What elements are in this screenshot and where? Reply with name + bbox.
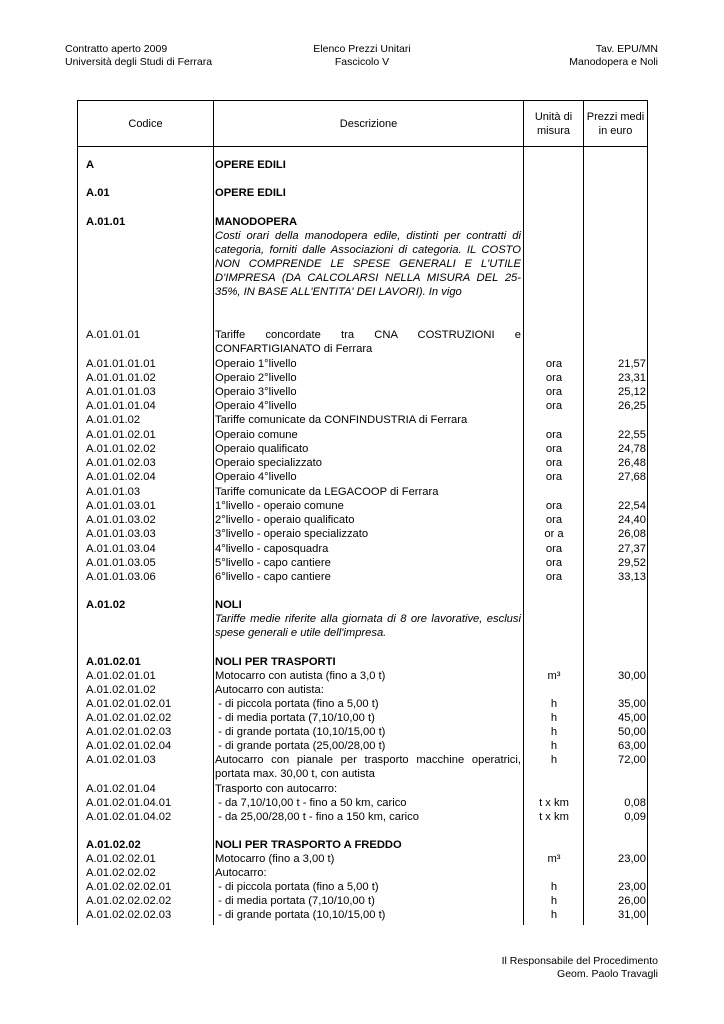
row-price: 26,00 [618, 895, 646, 907]
row-description: CONFARTIGIANATO di Ferrara [215, 343, 373, 355]
row-description: - di media portata (7,10/10,00 t) [215, 712, 375, 724]
row-unit: ora [545, 429, 563, 441]
column-header-codice: Codice [128, 117, 163, 130]
row-price: 25,12 [618, 386, 646, 398]
row-price: 29,52 [618, 557, 646, 569]
row-description: - di grande portata (10,10/15,00 t) [215, 726, 386, 738]
row-description: Operaio 4°livello [215, 400, 297, 412]
row-code: A.01.02.01.02.01 [86, 698, 172, 710]
row-description: OPERE EDILI [215, 159, 286, 171]
row-price: 0,08 [624, 797, 646, 809]
row-description: Costi orari della manodopera edile, distinti per contratti di categoria, forniti dalle Associazioni di categoria. IL COSTO NON COMPRENDE LE SPESE GENERALI E L'UTILE D'IMPRESA (DA CALCOLARSI NELLA MISURA DEL 25-35%, IN BASE ALL'ENTITA' DEI LAVORI). In vigo [215, 230, 521, 298]
row-code: A.01.01 [86, 216, 126, 228]
signature-role: Il Responsabile del Procedimento [501, 955, 658, 967]
row-code: A.01.01.01 [86, 329, 141, 341]
column-header-unita-line1: Unità di [534, 110, 573, 123]
row-code: A.01.02.01.02 [86, 684, 156, 696]
row-description: 1°livello - operaio comune [215, 500, 344, 512]
row-code: A.01.02.02.02.01 [86, 881, 172, 893]
row-unit: h [550, 698, 558, 710]
row-code: A.01.02 [86, 599, 126, 611]
row-code: A.01.02.02.02.02 [86, 895, 172, 907]
signature-name: Geom. Paolo Travagli [557, 968, 658, 980]
row-price: 27,68 [618, 471, 646, 483]
row-description: - di media portata (7,10/10,00 t) [215, 895, 375, 907]
row-price: 21,57 [618, 358, 646, 370]
footer-signature [502, 955, 658, 981]
row-description: 4°livello - caposquadra [215, 543, 329, 555]
row-price: 0,09 [624, 811, 646, 823]
row-unit: ora [545, 514, 563, 526]
row-description: Tariffe medie riferite alla giornata di 8 ore lavorative, esclusi spese generali e utile dell'impresa. [215, 613, 521, 639]
column-divider [523, 101, 524, 925]
row-description: Autocarro con pianale per trasporto macchine operatrici, portata max. 30,00 t, con autista [215, 754, 521, 780]
row-price: 24,78 [618, 443, 646, 455]
row-description: Operaio specializzato [215, 457, 322, 469]
row-price: 31,00 [618, 909, 646, 921]
fascicle-label: Fascicolo V [334, 56, 390, 68]
row-description: Motocarro (fino a 3,00 t) [215, 853, 335, 865]
row-description: - da 25,00/28,00 t - fino a 150 km, carico [215, 811, 419, 823]
row-code: A.01.01.03.05 [86, 557, 156, 569]
row-description: 5°livello - capo cantiere [215, 557, 331, 569]
row-price: 45,00 [618, 712, 646, 724]
row-code: A.01.01.03.02 [86, 514, 156, 526]
row-description: 2°livello - operaio qualificato [215, 514, 355, 526]
row-description: Tariffe comunicate da CONFINDUSTRIA di Ferrara [215, 414, 468, 426]
row-description: Operaio comune [215, 429, 298, 441]
column-header-unita [524, 101, 583, 146]
row-unit: t x km [539, 811, 569, 823]
row-unit: h [550, 909, 558, 921]
row-price: 23,00 [618, 881, 646, 893]
row-price: 22,54 [618, 500, 646, 512]
row-description: Operaio 1°livello [215, 358, 297, 370]
row-price: 23,00 [618, 853, 646, 865]
row-unit: ora [545, 457, 563, 469]
row-unit: ora [545, 471, 563, 483]
row-description: Motocarro con autista (fino a 3,0 t) [215, 670, 386, 682]
row-price: 23,31 [618, 372, 646, 384]
row-unit: h [550, 881, 558, 893]
row-code: A.01.02.02.02.03 [86, 909, 172, 921]
header-divider [78, 146, 647, 147]
row-unit: ora [545, 500, 563, 512]
row-code: A.01.02.01.04.01 [86, 797, 172, 809]
row-code: A.01.02.01.01 [86, 670, 156, 682]
row-code: A.01.01.01.02 [86, 372, 156, 384]
row-description: Autocarro con autista: [215, 684, 324, 696]
row-description: - di piccola portata (fino a 5,00 t) [215, 881, 379, 893]
row-code: A [86, 159, 95, 171]
row-unit: ora [545, 543, 563, 555]
row-description: Operaio 2°livello [215, 372, 297, 384]
price-table [77, 100, 648, 925]
row-unit: h [550, 740, 558, 752]
row-unit: ora [545, 443, 563, 455]
row-code: A.01.02.01.04 [86, 783, 156, 795]
row-code: A.01.01.03.06 [86, 571, 156, 583]
column-divider [583, 101, 584, 925]
row-description: Autocarro: [215, 867, 267, 879]
row-unit: m³ [547, 853, 561, 865]
header-center [300, 43, 424, 69]
contract-title: Contratto aperto 2009 [65, 43, 168, 55]
row-unit: h [550, 754, 558, 766]
header-left [65, 43, 212, 69]
row-price: 27,37 [618, 543, 646, 555]
row-code: A.01.01.03 [86, 486, 141, 498]
row-description: NOLI PER TRASPORTI [215, 656, 336, 668]
row-description: Operaio 4°livello [215, 471, 297, 483]
row-code: A.01 [86, 187, 110, 199]
row-description: OPERE EDILI [215, 187, 286, 199]
row-description: Tariffe comunicate da LEGACOOP di Ferrara [215, 486, 439, 498]
row-description: - di grande portata (25,00/28,00 t) [215, 740, 386, 752]
row-description: Trasporto con autocarro: [215, 783, 338, 795]
row-code: A.01.02.01.02.03 [86, 726, 172, 738]
row-description: NOLI [215, 599, 242, 611]
row-price: 50,00 [618, 726, 646, 738]
row-code: A.01.01.03.01 [86, 500, 156, 512]
row-code: A.01.01.01.01 [86, 358, 156, 370]
column-header-prezzi-line1: Prezzi medi [586, 110, 645, 123]
row-price: 26,25 [618, 400, 646, 412]
row-price: 24,40 [618, 514, 646, 526]
row-unit: ora [545, 386, 563, 398]
row-code: A.01.01.01.03 [86, 386, 156, 398]
row-code: A.01.01.02 [86, 414, 141, 426]
row-unit: ora [545, 571, 563, 583]
row-code: A.01.02.01 [86, 656, 141, 668]
column-header-descrizione: Descrizione [339, 117, 398, 130]
row-unit: ora [545, 358, 563, 370]
row-description: 3°livello - operaio specializzato [215, 528, 369, 540]
row-description: - di grande portata (10,10/15,00 t) [215, 909, 386, 921]
row-unit: h [550, 895, 558, 907]
row-price: 26,08 [618, 528, 646, 540]
row-description: Tariffe concordate tra CNA COSTRUZIONI e [215, 329, 521, 341]
row-code: A.01.02.01.03 [86, 754, 156, 766]
row-unit: or a [544, 528, 564, 540]
row-code: A.01.01.02.02 [86, 443, 156, 455]
row-price: 72,00 [618, 754, 646, 766]
row-price: 33,13 [618, 571, 646, 583]
row-code: A.01.02.02.01 [86, 853, 156, 865]
table-ref: Tav. EPU/MN [595, 43, 658, 55]
row-unit: m³ [547, 670, 561, 682]
row-code: A.01.02.01.02.04 [86, 740, 172, 752]
row-unit: t x km [539, 797, 569, 809]
column-header-prezzi [584, 101, 647, 146]
row-code: A.01.01.02.01 [86, 429, 156, 441]
row-price: 30,00 [618, 670, 646, 682]
row-code: A.01.02.02.02 [86, 867, 156, 879]
row-description: NOLI PER TRASPORTO A FREDDO [215, 839, 402, 851]
row-code: A.01.01.01.04 [86, 400, 156, 412]
row-unit: ora [545, 372, 563, 384]
row-code: A.01.02.02 [86, 839, 141, 851]
row-description: 6°livello - capo cantiere [215, 571, 331, 583]
row-code: A.01.01.03.03 [86, 528, 156, 540]
row-code: A.01.01.02.04 [86, 471, 156, 483]
section-label: Manodopera e Noli [569, 56, 658, 68]
row-unit: ora [545, 400, 563, 412]
row-unit: h [550, 712, 558, 724]
row-price: 26,48 [618, 457, 646, 469]
header-right [569, 43, 658, 69]
university-name: Università degli Studi di Ferrara [65, 56, 213, 68]
row-code: A.01.02.01.04.02 [86, 811, 172, 823]
row-description: - di piccola portata (fino a 5,00 t) [215, 698, 379, 710]
row-unit: h [550, 726, 558, 738]
row-description: - da 7,10/10,00 t - fino a 50 km, carico [215, 797, 407, 809]
row-code: A.01.02.01.02.02 [86, 712, 172, 724]
row-description: Operaio qualificato [215, 443, 309, 455]
row-price: 63,00 [618, 740, 646, 752]
row-code: A.01.01.03.04 [86, 543, 156, 555]
row-unit: ora [545, 557, 563, 569]
row-code: A.01.01.02.03 [86, 457, 156, 469]
row-description: Operaio 3°livello [215, 386, 297, 398]
column-header-unita-line2: misura [536, 124, 570, 137]
row-price: 35,00 [618, 698, 646, 710]
row-description: MANODOPERA [215, 216, 298, 228]
row-price: 22,55 [618, 429, 646, 441]
column-header-prezzi-line2: in euro [598, 124, 633, 137]
document-title: Elenco Prezzi Unitari [313, 43, 411, 55]
